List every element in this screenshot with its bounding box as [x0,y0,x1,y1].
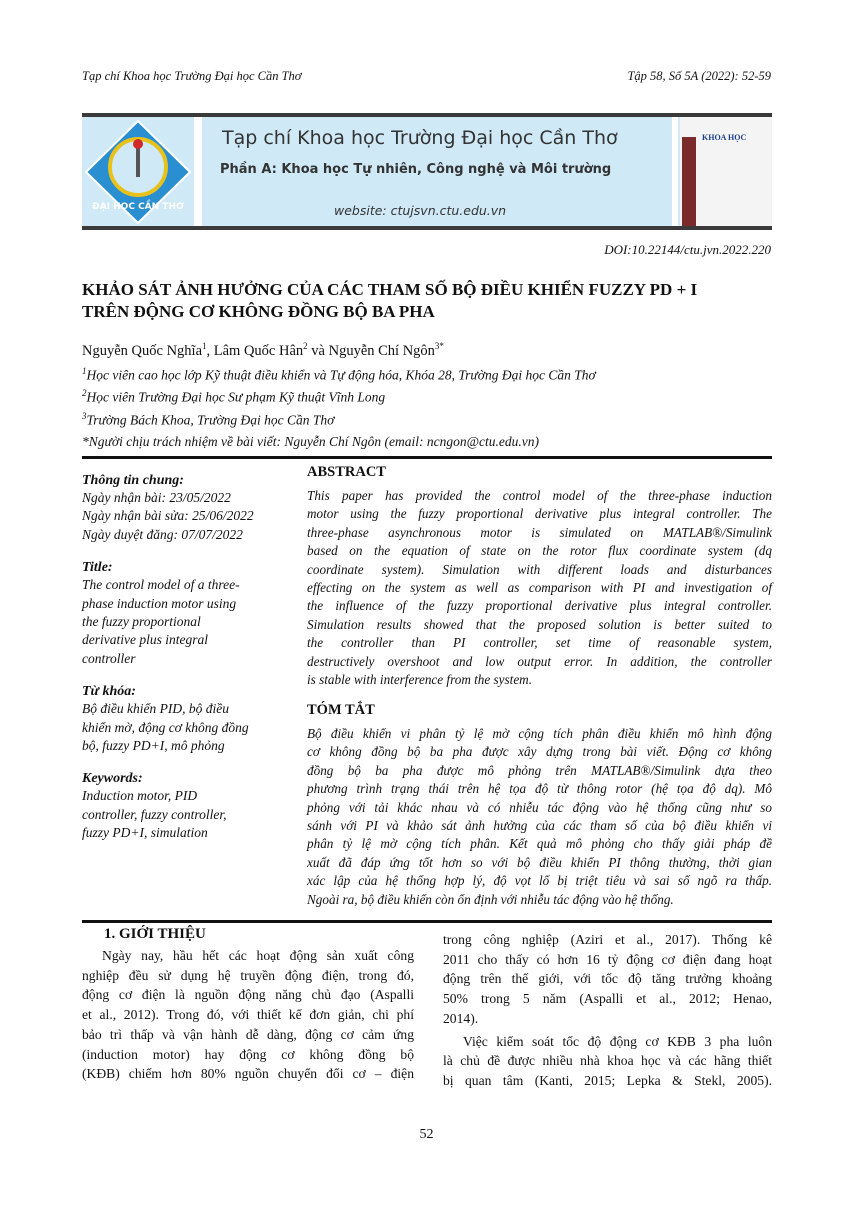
dates-list [82,489,302,544]
text-line: sánh với PI và khảo sát ảnh hưởng của các tham số của bộ điều khiển vi [307,818,772,834]
info-heading: Thông tin chung: [82,473,184,488]
banner-title: Tạp chí Khoa học Trường Đại học Cần Thơ [222,127,618,149]
text-line: the influence of the fuzzy proportional derivative plus integral controller. [307,598,772,614]
text-line: bảo trì thấp và vận hành dễ dàng, động cơ cảm ứng [82,1026,414,1042]
title-heading: Title: [82,560,113,576]
aff-text: *Người chịu trách nhiệm về bài viết: Nguyễn Chí Ngôn (email: ncngon@ctu.edu.vn) [82,434,540,449]
body-right-column [443,930,772,1091]
text-line: (induction motor) hay động cơ không đồng bộ [82,1046,414,1062]
journal-banner [82,113,772,230]
text-line: Simulation results showed that the proposed solution is better suited to [307,616,772,632]
text-line: Ngày nhận bài sửa: 25/06/2022 [82,508,254,524]
abstract-heading: ABSTRACT [307,464,386,480]
divider [82,920,772,923]
body-left-column [82,926,414,1084]
text-line: Induction motor, PID [82,788,198,804]
text-line: xuất đã đáp ứng tốt hơn so với bộ điều khiển PI thông thường, thời gian [307,854,772,870]
author: , Lâm Quốc Hân [206,342,304,359]
aff-text: Học viên cao học lớp Kỹ thuật điều khiển và Tự động hóa, Khóa 28, Trường Đại học Cần Thơ [86,367,596,383]
text-line: Ngày nay, hầu hết các hoạt động sản xuất công [102,948,414,963]
section-heading: 1. GIỚI THIỆU [104,926,206,942]
text-line: Việc kiểm soát tốc độ động cơ KĐB 3 pha luôn [463,1033,772,1049]
text-line: 2014). [443,1010,479,1026]
text-line: khiển mờ, động cơ không đồng [82,719,249,735]
text-line: based on the equation of state on the rotor flux coordinate system (dq [307,543,772,559]
article-info-sidebar [82,473,302,843]
doi: DOI:10.22144/ctu.jvn.2022.220 [604,242,771,257]
author: Nguyễn Quốc Nghĩa [82,342,203,359]
running-header-journal: Tạp chí Khoa học Trường Đại học Cần Thơ [82,69,302,83]
tomtat-section [307,702,772,909]
tukhoa-heading: Từ khóa: [82,684,136,700]
text-line: et al., 2012). Trong đó, với thiết kế đơn giản, chi phí [82,1007,414,1023]
journal-cover-thumbnail [680,117,772,226]
svg-text:ĐẠI HỌC CẦN THƠ: ĐẠI HỌC CẦN THƠ [92,202,184,212]
abstract-text [307,487,772,689]
title-line: KHẢO SÁT ẢNH HƯỞNG CỦA CÁC THAM SỐ BỘ ĐIỀU KHIỂN FUZZY PD + I [82,280,698,299]
text-line: motor using the fuzzy proportional derivative plus integral controller. The [307,506,772,522]
author-list [82,341,444,360]
aff-sup: 1 [82,366,87,376]
text-line: trong công nghiệp (Aziri et al., 2017). Thống kê [443,932,772,947]
text-line: phỏng với tải khác nhau và có nhiễu tác động vào hệ thống cũng như so [307,799,772,815]
text-line: derivative plus integral [82,632,208,648]
english-keywords [82,787,302,842]
text-line: The control model of a three- [82,577,240,593]
banner-subtitle: Phần A: Khoa học Tự nhiên, Công nghệ và Môi trường [220,162,612,177]
vietnamese-keywords [82,700,302,755]
author-sup: 1 [202,341,207,351]
text-line: đồng bộ ba pha được mô phỏng trên MATLAB®/Simulink dựa theo [307,762,772,778]
text-line: the controller than PI controller, set time of reasonable system, [307,635,772,651]
running-header-issue: Tập 58, Số 5A (2022): 52-59 [627,69,771,83]
banner-website: website: ctujsvn.ctu.edu.vn [334,203,507,218]
text-line: phase induction motor using [82,595,237,611]
abstract-section [307,464,772,689]
aff-text: Trường Bách Khoa, Trường Đại học Cần Thơ [86,412,335,428]
author-sup: 2 [303,341,308,351]
text-line: xác lập của hệ thống hợp lý, độ vọt lố bị triệt tiêu và sai số ngõ ra thấp. [307,873,772,889]
cover-title: KHOA HỌC [702,133,747,142]
text-line: destructively overshoot and low output error. In addition, the controller [307,653,772,669]
banner-divider [672,117,678,226]
text-line: Ngày duyệt đăng: 07/07/2022 [82,526,243,542]
text-line: Ngoài ra, bộ điều khiển còn ổn định với nhiễu tác động vào hệ thống. [307,891,674,907]
paper-title [82,279,782,323]
author: và Nguyễn Chí Ngôn [307,342,435,359]
keywords-heading: Keywords: [82,771,143,787]
text-line: Ngày nhận bài: 23/05/2022 [82,490,231,505]
text-line: Bộ điều khiển PID, bộ điều [82,701,229,717]
text-line: bộ, fuzzy PD+I, mô phỏng [82,738,225,754]
banner-divider [194,117,202,226]
text-line: (KĐB) chiếm hơn 80% nguồn chuyển đổi cơ – điện [82,1066,414,1082]
university-logo [82,117,194,226]
text-line: phân tỷ lệ mờ cộng tích phân. Kết quả mô phỏng cho thấy giải pháp đề [307,836,772,852]
paragraph [82,946,414,1084]
paragraph [443,930,772,1029]
page-number: 52 [419,1127,434,1142]
text-line: 2011 cho thấy có hơn 16 tỷ động cơ điện đang hoạt [443,951,772,967]
text-line: This paper has provided the control model of the three-phase induction [307,488,772,503]
title-line: TRÊN ĐỘNG CƠ KHÔNG ĐỒNG BỘ BA PHA [82,302,435,321]
aff-sup: 3 [82,411,87,421]
text-line: Bộ điều khiển vi phân tỷ lệ mờ cộng tích phân điều khiển mô hình động [307,726,772,741]
text-line: phương trình trạng thái trên hệ tọa độ từ thông rotor (hệ tọa độ dq). Mô [307,781,772,797]
text-line: controller [82,650,136,666]
text-line: là chủ đề được nhiều nhà khoa học và các hãng thiết [443,1053,772,1069]
tomtat-heading: TÓM TẮT [307,702,375,718]
text-line: controller, fuzzy controller, [82,806,227,822]
author-sup: 3* [434,341,444,351]
divider [82,456,772,459]
corresponding-author [82,434,539,450]
affiliation [82,366,596,384]
english-title [82,576,302,668]
text-line: 50% trong 5 năm (Aspalli et al., 2012; Henao, [443,991,772,1007]
text-line: effecting on the system as well as comparison with PI and investigation of [307,580,772,596]
affiliation [82,388,385,406]
text-line: cơ không đồng bộ ba pha được xây dựng trong bài viết. Động cơ không [307,744,772,760]
text-line: nghiệp đều sử dụng hệ truyền động điện, trong đó, [82,967,414,983]
affiliation [82,411,334,429]
aff-sup: 2 [82,388,87,398]
tomtat-text [307,725,772,909]
text-line: coordinate system). Simulation with different loads and disturbances [307,561,772,577]
text-line: three-phase asynchronous motor is simulated on MATLAB®/Simulink [307,524,772,540]
text-line: fuzzy PD+I, simulation [82,825,208,841]
text-line: bị quan tâm (Kanti, 2015; Lepka & Stekl, 2005). [443,1072,772,1088]
text-line: động trên thế giới, với tốc độ tăng trưởng khoảng [443,971,772,987]
text-line: động cơ điện là nguồn động năng chủ đạo (Aspalli [82,987,414,1003]
cover-spine [682,137,696,226]
text-line: is stable with interference from the system. [307,672,533,688]
paragraph [443,1032,772,1091]
text-line: the fuzzy proportional [82,614,201,630]
aff-text: Học viên Trường Đại học Sư phạm Kỹ thuật Vĩnh Long [86,389,386,405]
